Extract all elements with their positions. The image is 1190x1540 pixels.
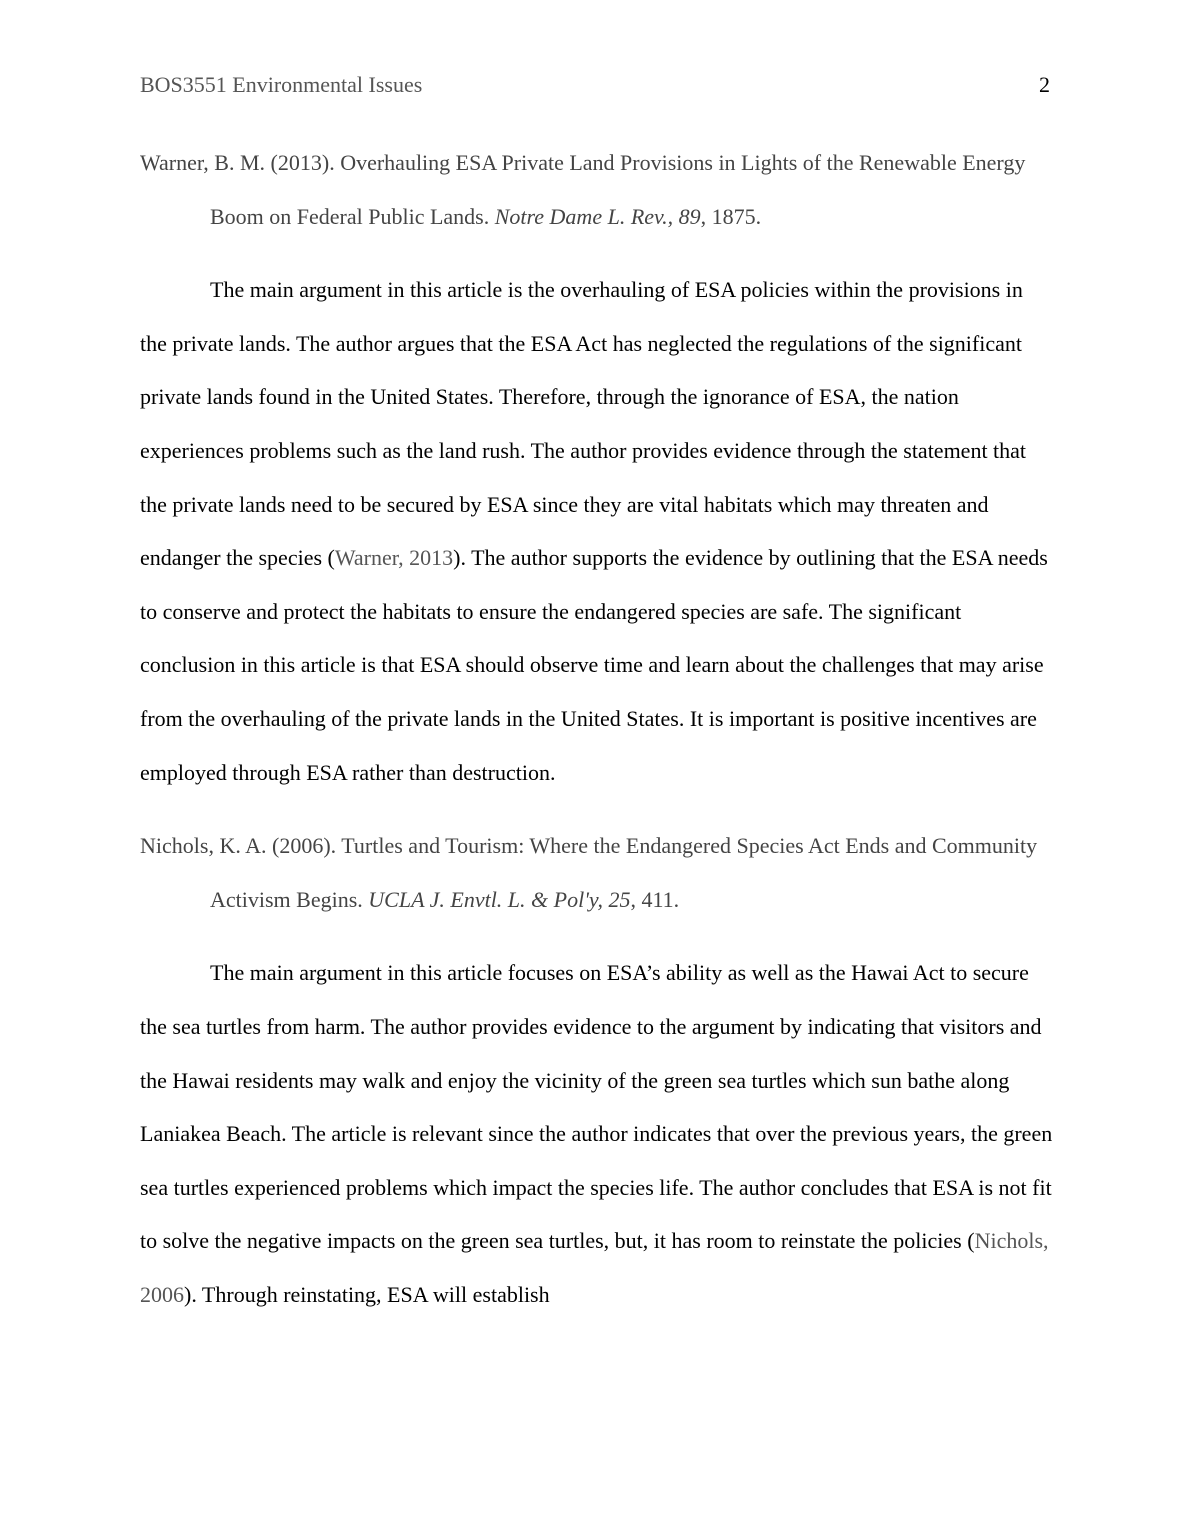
- reference-entry-nichols: [140, 819, 1055, 926]
- reference-separator: ,: [597, 886, 609, 912]
- in-text-citation: Nichols, 2006: [140, 1228, 1049, 1307]
- annotation-paragraph-nichols: [140, 946, 1055, 1321]
- running-head: BOS3551 Environmental Issues: [140, 72, 423, 97]
- reference-journal: Notre Dame L. Rev.: [494, 203, 668, 229]
- reference-pages: , 411.: [630, 886, 680, 912]
- paragraph-text: The main argument in this article focuses on ESA’s ability as well as the Hawai Act to secure the sea turtles from harm. The author provides evidence to the argument by indicating that visitors and the Hawai residents may walk and enjoy the vicinity of the green sea turtles which sun bathe along Laniakea Beach. The article is relevant since the author indicates that over the previous years, the green sea turtles experienced problems which impact the species life. The author concludes that ESA is not fit to solve the negative impacts on the green sea turtles, but, it has room to reinstate the policies (: [140, 960, 1053, 1254]
- reference-title: Turtles and Tourism: Where the Endangered Species Act Ends and Community Activism Begins.: [210, 833, 1038, 912]
- paragraph-text: ). The author supports the evidence by outlining that the ESA needs to conserve and protect the habitats to ensure the endangered species are safe. The significant conclusion in this article is that ESA should observe time and learn about the challenges that may arise from the overhauling of the private lands in the United States. It is important is positive incentives are employed through ESA rather than destruction.: [140, 545, 1048, 785]
- document-body: [140, 136, 1055, 1321]
- page-number: 2: [1039, 72, 1050, 97]
- annotation-paragraph-warner: [140, 263, 1055, 799]
- page-header: [140, 68, 1050, 102]
- paragraph-text: The main argument in this article is the overhauling of ESA policies within the provisions in the private lands. The author argues that the ESA Act has neglected the regulations of the significant private lands found in the United States. Therefore, through the ignorance of ESA, the nation experiences problems such as the land rush. The author provides evidence through the statement that the private lands need to be secured by ESA since they are vital habitats which may threaten and endanger the species (: [140, 277, 1027, 571]
- reference-volume: 25: [608, 886, 631, 912]
- reference-title: Overhauling ESA Private Land Provisions in Lights of the Renewable Energy Boom on Federal Public Lands.: [210, 150, 1026, 229]
- reference-pages: , 1875.: [700, 203, 762, 229]
- reference-separator: ,: [667, 203, 679, 229]
- reference-entry-warner: [140, 136, 1055, 243]
- reference-authors-year: Nichols, K. A. (2006).: [140, 833, 342, 859]
- in-text-citation: Warner, 2013: [334, 545, 454, 571]
- reference-volume: 89: [678, 203, 701, 229]
- paragraph-text: ). Through reinstating, ESA will establish: [184, 1281, 550, 1307]
- reference-authors-year: Warner, B. M. (2013).: [140, 150, 341, 175]
- reference-journal: UCLA J. Envtl. L. & Pol'y: [368, 886, 598, 912]
